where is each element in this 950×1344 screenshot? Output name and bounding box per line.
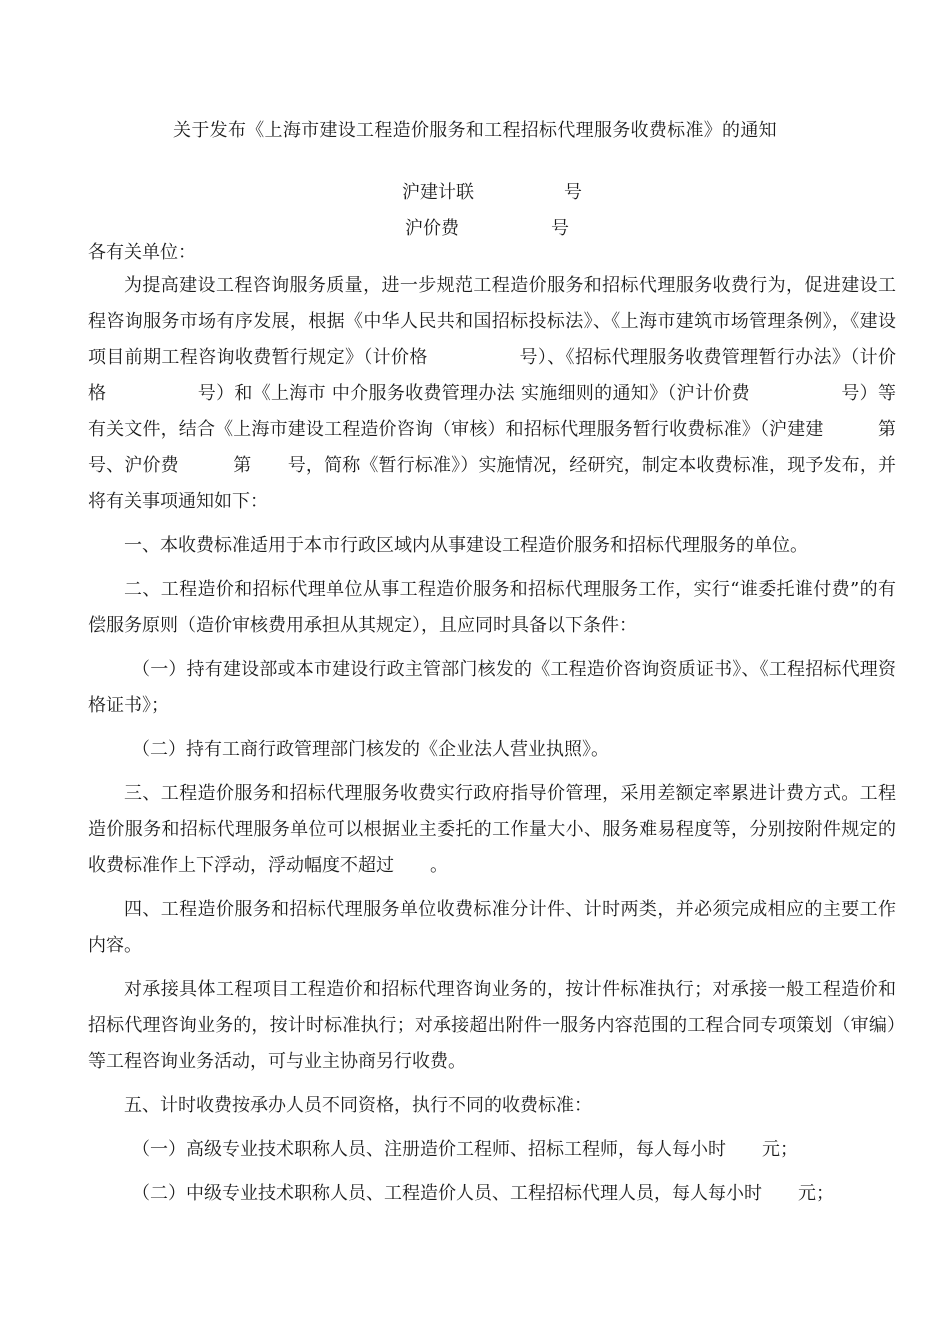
doc-number-2-prefix: 沪价费 (405, 218, 459, 239)
paragraph-intro: 为提高建设工程咨询服务质量，进一步规范工程造价服务和招标代理服务收费行为，促进建设工程咨询服务市场有序发展，根据《中华人民共和国招标投标法》、《上海市建筑市场管理条例》，《建设项目前期工程咨询收费暂行规定》（计价格 号）、《招标代理服务收费管理暂行办法》（计价格 号）和《上海市 中介服务收费管理办法 实施细则的通知》（沪计价费 号）等有关文件，结合《上海市建设工程造价咨询（审核）和招标代理服务暂行收费标准》（沪建建 第 号、沪价费 第 号，简称《暂行标准》）实施情况，经研究，制定本收费标准，现予发布，并将有关事项通知如下： (88, 275, 932, 512)
paragraph-item-2-sub-1: （一）持有建设部或本市建设行政主管部门核发的《工程造价咨询资质证书》、《工程招标代理资格证书》； (88, 659, 896, 716)
doc-number-1-prefix: 沪建计联 (402, 182, 474, 203)
paragraph-item-1: 一、本收费标准适用于本市行政区域内从事建设工程造价服务和招标代理服务的单位。 (124, 535, 808, 556)
paragraph-item-5: 五、计时收费按承办人员不同资格，执行不同的收费标准： (124, 1095, 592, 1116)
paragraph-item-4: 四、工程造价服务和招标代理服务单位收费标准分计件、计时两类，并必须完成相应的主要工作内容。 (88, 899, 896, 956)
paragraph-item-3: 三、工程造价服务和招标代理服务收费实行政府指导价管理，采用差额定率累进计费方式。工程造价服务和招标代理服务单位可以根据业主委托的工作量大小、服务难易程度等，分别按附件规定的收费标准作上下浮动，浮动幅度不超过 。 (88, 783, 896, 876)
paragraph-item-5-sub-1: （一）高级专业技术职称人员、注册造价工程师、招标工程师，每人每小时 元； (132, 1139, 798, 1160)
doc-number-1 (402, 178, 582, 204)
doc-number-1-suffix: 号 (564, 182, 582, 203)
doc-number-2 (405, 214, 569, 240)
paragraph-item-5-sub-2: （二）中级专业技术职称人员、工程造价人员、工程招标代理人员，每人每小时 元； (132, 1183, 834, 1204)
paragraph-item-2-sub-2: （二）持有工商行政管理部门核发的《企业法人营业执照》。 (132, 739, 609, 760)
paragraph-item-4-detail: 对承接具体工程项目工程造价和招标代理咨询业务的，按计件标准执行；对承接一般工程造价和招标代理咨询业务的，按计时标准执行；对承接超出附件一服务内容范围的工程合同专项策划（审编）等工程咨询业务活动，可与业主协商另行收费。 (88, 979, 896, 1072)
paragraph-item-2: 二、工程造价和招标代理单位从事工程造价服务和招标代理服务工作，实行“谁委托谁付费”的有偿服务原则（造价审核费用承担从其规定），且应同时具备以下条件： (88, 579, 896, 636)
doc-number-2-suffix: 号 (551, 218, 569, 239)
salutation: 各有关单位： (88, 242, 196, 263)
document-body (88, 268, 932, 1212)
page-title: 关于发布《上海市建设工程造价服务和工程招标代理服务收费标准》的通知 (173, 120, 777, 141)
